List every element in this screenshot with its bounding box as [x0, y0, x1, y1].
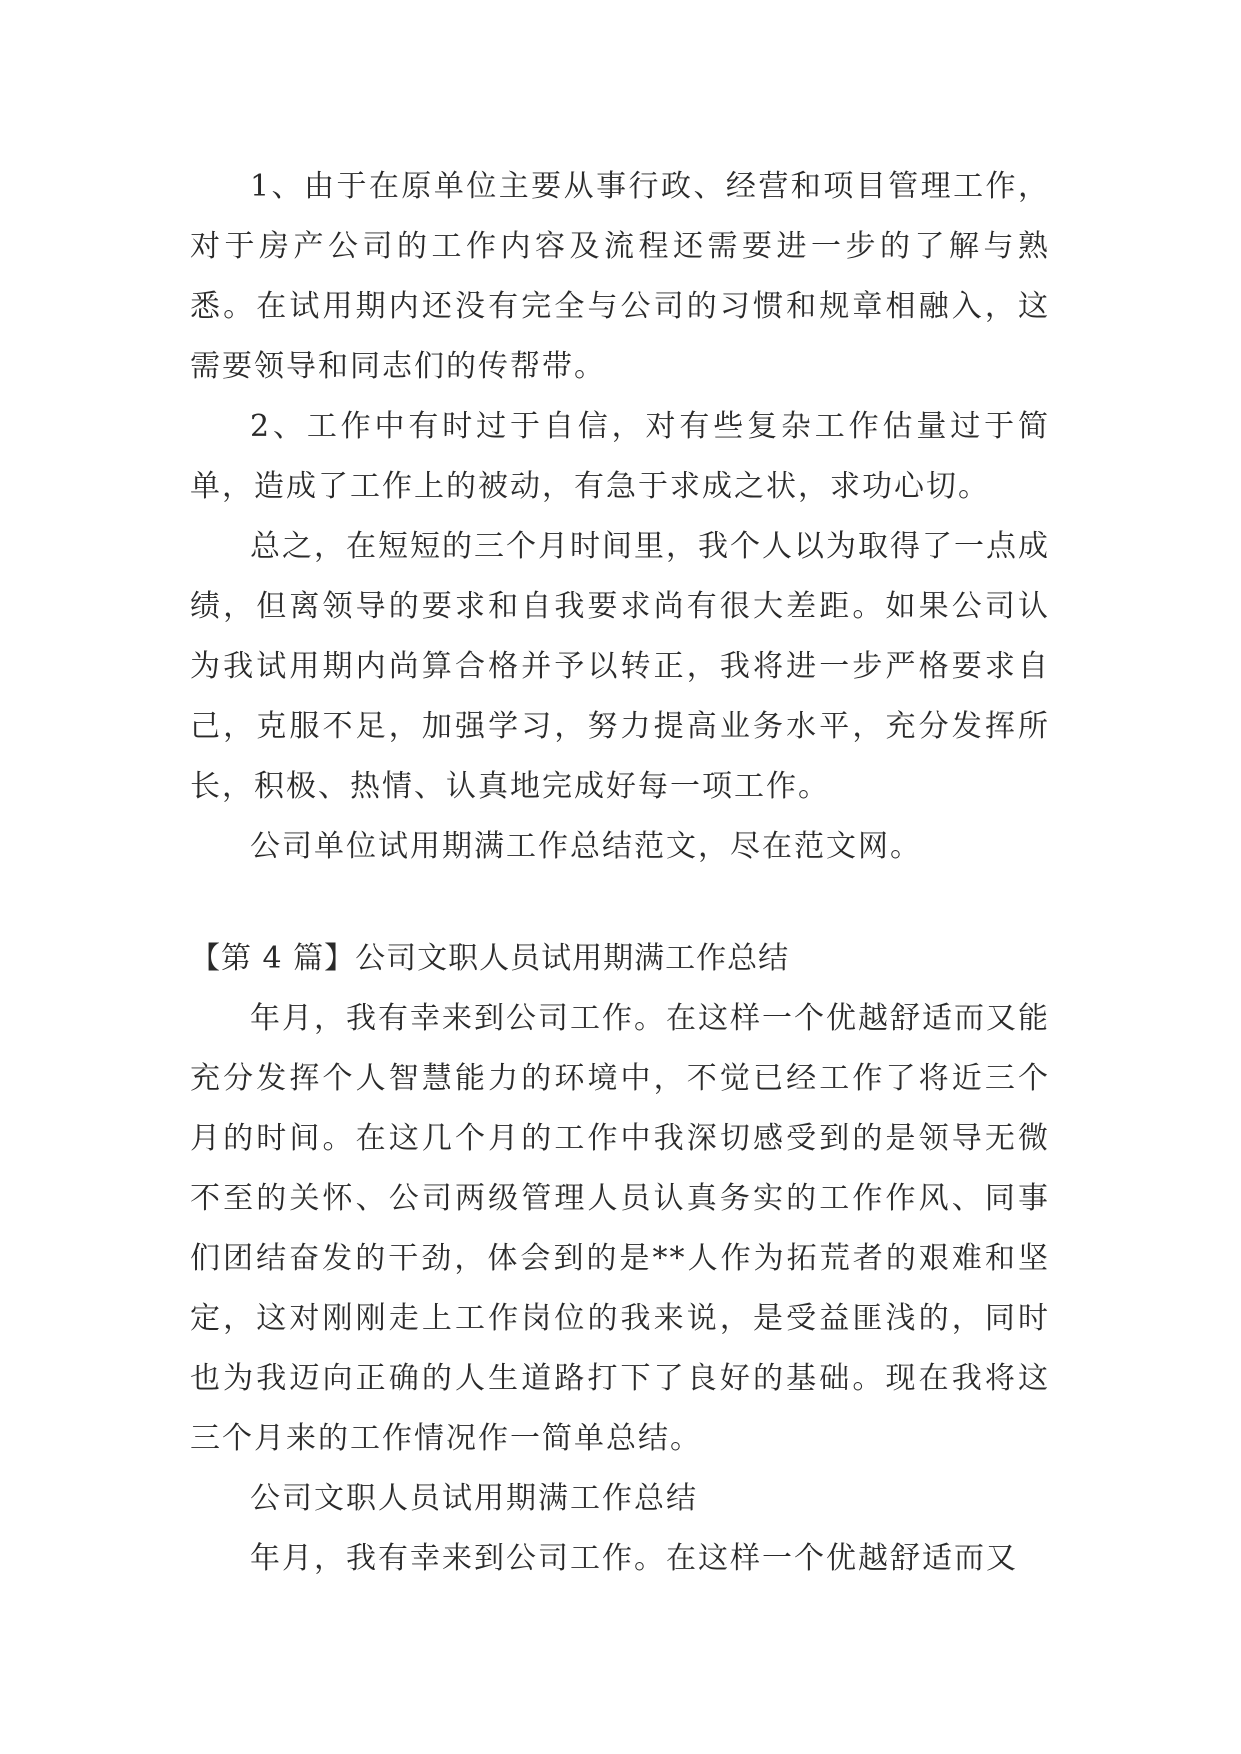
paragraph-conclusion: 总之，在短短的三个月时间里，我个人以为取得了一点成绩，但离领导的要求和自我要求尚有很大差距。如果公司认为我试用期内尚算合格并予以转正，我将进一步严格要求自己，克服不足，加强学习，努力提高业务水平，充分发挥所长，积极、热情、认真地完成好每一项工作。 [190, 529, 1050, 804]
paragraph-shortcoming-1: 1、由于在原单位主要从事行政、经营和项目管理工作，对于房产公司的工作内容及流程还需要进一步的了解与熟悉。在试用期内还没有完全与公司的习惯和规章相融入，这需要领导和同志们的传帮带。 [190, 169, 1050, 384]
paragraph-intro: 年月，我有幸来到公司工作。在这样一个优越舒适而又能充分发挥个人智慧能力的环境中，不觉已经工作了将近三个月的时间。在这几个月的工作中我深切感受到的是领导无微不至的关怀、公司两级管理人员认真务实的工作作风、同事们团结奋发的干劲，体会到的是**人作为拓荒者的艰难和坚定，这对刚刚走上工作岗位的我来说，是受益匪浅的，同时也为我迈向正确的人生道路打下了良好的基础。现在我将这三个月来的工作情况作一简单总结。 [190, 1001, 1050, 1456]
document-body [190, 157, 1050, 1589]
paragraph-shortcoming-2: 2、工作中有时过于自信，对有些复杂工作估量过于简单，造成了工作上的被动，有急于求成之状，求功心切。 [190, 409, 1050, 504]
paragraph-intro-repeat: 年月，我有幸来到公司工作。在这样一个优越舒适而又 [250, 1541, 1018, 1576]
paragraph-closing-note: 公司单位试用期满工作总结范文，尽在范文网。 [250, 829, 922, 864]
section-heading: 【第 4 篇】公司文职人员试用期满工作总结 [190, 941, 790, 976]
paragraph-subtitle: 公司文职人员试用期满工作总结 [250, 1481, 698, 1516]
